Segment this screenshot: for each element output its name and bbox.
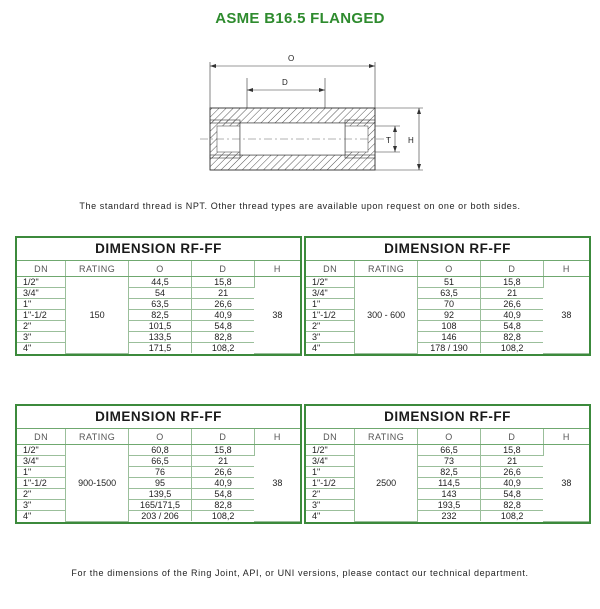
cell-h: 38 bbox=[543, 277, 589, 354]
column-header-rating: RATING bbox=[355, 429, 418, 445]
cell-d: 82,8 bbox=[480, 332, 543, 343]
column-header-h: H bbox=[543, 429, 589, 445]
footer-note: For the dimensions of the Ring Joint, API, or UNI versions, please contact our technical department. bbox=[71, 568, 529, 578]
column-header-o: O bbox=[418, 261, 481, 277]
cell-d: 82,8 bbox=[191, 332, 254, 343]
cell-dn: 3" bbox=[306, 332, 355, 343]
column-header-o: O bbox=[129, 261, 192, 277]
table-row bbox=[306, 445, 589, 456]
cell-h: 38 bbox=[543, 445, 589, 522]
cell-o: 171,5 bbox=[129, 343, 192, 354]
cell-o: 82,5 bbox=[418, 467, 481, 478]
cell-d: 26,6 bbox=[480, 467, 543, 478]
cell-dn: 1" bbox=[17, 299, 66, 310]
cell-o: 203 / 206 bbox=[129, 511, 192, 522]
cell-h: 38 bbox=[254, 277, 300, 354]
cell-dn: 1"-1/2 bbox=[17, 478, 66, 489]
cell-dn: 1/2" bbox=[17, 277, 66, 288]
table-row bbox=[17, 277, 300, 288]
cell-o: 70 bbox=[418, 299, 481, 310]
page-title: ASME B16.5 FLANGED bbox=[215, 10, 385, 27]
cell-dn: 4" bbox=[306, 343, 355, 354]
cell-dn: 1"-1/2 bbox=[306, 478, 355, 489]
dimension-grid bbox=[17, 429, 300, 522]
cell-o: 73 bbox=[418, 456, 481, 467]
cell-d: 15,8 bbox=[480, 277, 543, 288]
table-body bbox=[17, 277, 300, 354]
cell-d: 54,8 bbox=[480, 321, 543, 332]
column-header-dn: DN bbox=[17, 261, 66, 277]
cell-dn: 2" bbox=[306, 321, 355, 332]
cell-dn: 3/4" bbox=[17, 456, 66, 467]
cell-d: 26,6 bbox=[191, 299, 254, 310]
cell-d: 21 bbox=[480, 288, 543, 299]
cell-d: 40,9 bbox=[480, 478, 543, 489]
cell-o: 76 bbox=[129, 467, 192, 478]
cell-dn: 3" bbox=[17, 332, 66, 343]
column-header-d: D bbox=[191, 261, 254, 277]
dimension-grid bbox=[306, 429, 589, 522]
dimension-label-t: T bbox=[386, 136, 391, 145]
cell-dn: 1/2" bbox=[17, 445, 66, 456]
table-body bbox=[306, 277, 589, 354]
cell-d: 26,6 bbox=[480, 299, 543, 310]
cell-dn: 3" bbox=[17, 500, 66, 511]
column-header-h: H bbox=[543, 261, 589, 277]
column-header-h: H bbox=[254, 429, 300, 445]
cell-o: 114,5 bbox=[418, 478, 481, 489]
column-header-dn: DN bbox=[17, 429, 66, 445]
cell-dn: 2" bbox=[306, 489, 355, 500]
cell-dn: 1" bbox=[17, 467, 66, 478]
table-title: DIMENSION RF-FF bbox=[17, 238, 300, 261]
cell-d: 108,2 bbox=[500, 343, 524, 353]
cell-d: 21 bbox=[191, 456, 254, 467]
cell-rating: 900-1500 bbox=[66, 445, 129, 522]
cell-o: 139,5 bbox=[129, 489, 192, 500]
cell-dn: 3" bbox=[306, 500, 355, 511]
cell-dn: 4" bbox=[306, 511, 355, 522]
cell-d: 21 bbox=[480, 456, 543, 467]
cell-d: 15,8 bbox=[191, 445, 254, 456]
cell-rating: 150 bbox=[66, 277, 129, 354]
cell-h: 38 bbox=[254, 445, 300, 522]
cell-d: 54,8 bbox=[480, 489, 543, 500]
cell-o: 92 bbox=[418, 310, 481, 321]
column-header-o: O bbox=[418, 429, 481, 445]
cell-d: 82,8 bbox=[480, 500, 543, 511]
cell-o: 82,5 bbox=[129, 310, 192, 321]
column-header-h: H bbox=[254, 261, 300, 277]
table-row bbox=[306, 277, 589, 288]
cell-d: 54,8 bbox=[191, 489, 254, 500]
dimension-table-150 bbox=[15, 236, 302, 356]
table-body bbox=[306, 445, 589, 522]
cell-dn: 2" bbox=[17, 321, 66, 332]
cell-rating: 300 - 600 bbox=[355, 277, 418, 354]
column-header-rating: RATING bbox=[66, 261, 129, 277]
thread-note: The standard thread is NPT. Other thread types are available upon request on one or both sides. bbox=[79, 201, 521, 211]
column-header-o: O bbox=[129, 429, 192, 445]
cell-dn: 3/4" bbox=[306, 456, 355, 467]
cell-dn: 1"-1/2 bbox=[306, 310, 355, 321]
cell-d: 40,9 bbox=[191, 478, 254, 489]
column-header-dn: DN bbox=[306, 429, 355, 445]
cell-d: 15,8 bbox=[191, 277, 254, 288]
cell-dn: 1/2" bbox=[306, 277, 355, 288]
cell-d: 21 bbox=[191, 288, 254, 299]
column-header-rating: RATING bbox=[66, 429, 129, 445]
cell-o: 95 bbox=[129, 478, 192, 489]
cell-d: 26,6 bbox=[191, 467, 254, 478]
cell-dn: 3/4" bbox=[17, 288, 66, 299]
cell-d: 40,9 bbox=[191, 310, 254, 321]
cell-o: 193,5 bbox=[418, 500, 481, 511]
cell-o: 108 bbox=[418, 321, 481, 332]
cell-dn: 3/4" bbox=[306, 288, 355, 299]
cell-o: 101,5 bbox=[129, 321, 192, 332]
dimension-grid bbox=[17, 261, 300, 354]
cell-o: 143 bbox=[418, 489, 481, 500]
cell-dn: 1"-1/2 bbox=[17, 310, 66, 321]
cell-d: 108,2 bbox=[211, 343, 235, 353]
cell-o: 146 bbox=[418, 332, 481, 343]
cell-d: 82,8 bbox=[191, 500, 254, 511]
column-header-dn: DN bbox=[306, 261, 355, 277]
dimension-label-h: H bbox=[408, 136, 414, 145]
cell-d: 40,9 bbox=[480, 310, 543, 321]
cell-o: 44,5 bbox=[129, 277, 192, 288]
cell-dn: 1/2" bbox=[306, 445, 355, 456]
dimension-grid bbox=[306, 261, 589, 354]
cell-o: 178 / 190 bbox=[418, 343, 481, 354]
cell-dn: 1" bbox=[306, 299, 355, 310]
cell-o: 63,5 bbox=[129, 299, 192, 310]
dimension-label-o: O bbox=[288, 54, 295, 63]
dimension-table-300-600 bbox=[304, 236, 591, 356]
cell-dn: 1" bbox=[306, 467, 355, 478]
cell-dn: 2" bbox=[17, 489, 66, 500]
cell-rating: 2500 bbox=[355, 445, 418, 522]
cell-o: 133,5 bbox=[129, 332, 192, 343]
dimension-table-2500 bbox=[304, 404, 591, 524]
table-title: DIMENSION RF-FF bbox=[306, 406, 589, 429]
column-header-d: D bbox=[480, 429, 543, 445]
cell-dn: 4" bbox=[17, 511, 66, 522]
cell-o: 54 bbox=[129, 288, 192, 299]
cell-o: 66,5 bbox=[418, 445, 481, 456]
flange-cross-section-drawing bbox=[195, 40, 445, 190]
dimension-label-d: D bbox=[282, 78, 288, 87]
cell-o: 66,5 bbox=[129, 456, 192, 467]
cell-d: 54,8 bbox=[191, 321, 254, 332]
table-row bbox=[17, 445, 300, 456]
cell-d: 15,8 bbox=[480, 445, 543, 456]
dimension-table-900-1500 bbox=[15, 404, 302, 524]
cell-o: 165/171,5 bbox=[129, 500, 192, 511]
table-title: DIMENSION RF-FF bbox=[306, 238, 589, 261]
table-title: DIMENSION RF-FF bbox=[17, 406, 300, 429]
column-header-rating: RATING bbox=[355, 261, 418, 277]
table-body bbox=[17, 445, 300, 522]
cell-o: 63,5 bbox=[418, 288, 481, 299]
cell-o: 60,8 bbox=[129, 445, 192, 456]
cell-o: 51 bbox=[418, 277, 481, 288]
cell-o: 232 bbox=[418, 511, 481, 522]
cell-dn: 4" bbox=[17, 343, 66, 354]
column-header-d: D bbox=[191, 429, 254, 445]
cell-d: 108,2 bbox=[211, 511, 235, 521]
cell-d: 108,2 bbox=[500, 511, 524, 521]
column-header-d: D bbox=[480, 261, 543, 277]
